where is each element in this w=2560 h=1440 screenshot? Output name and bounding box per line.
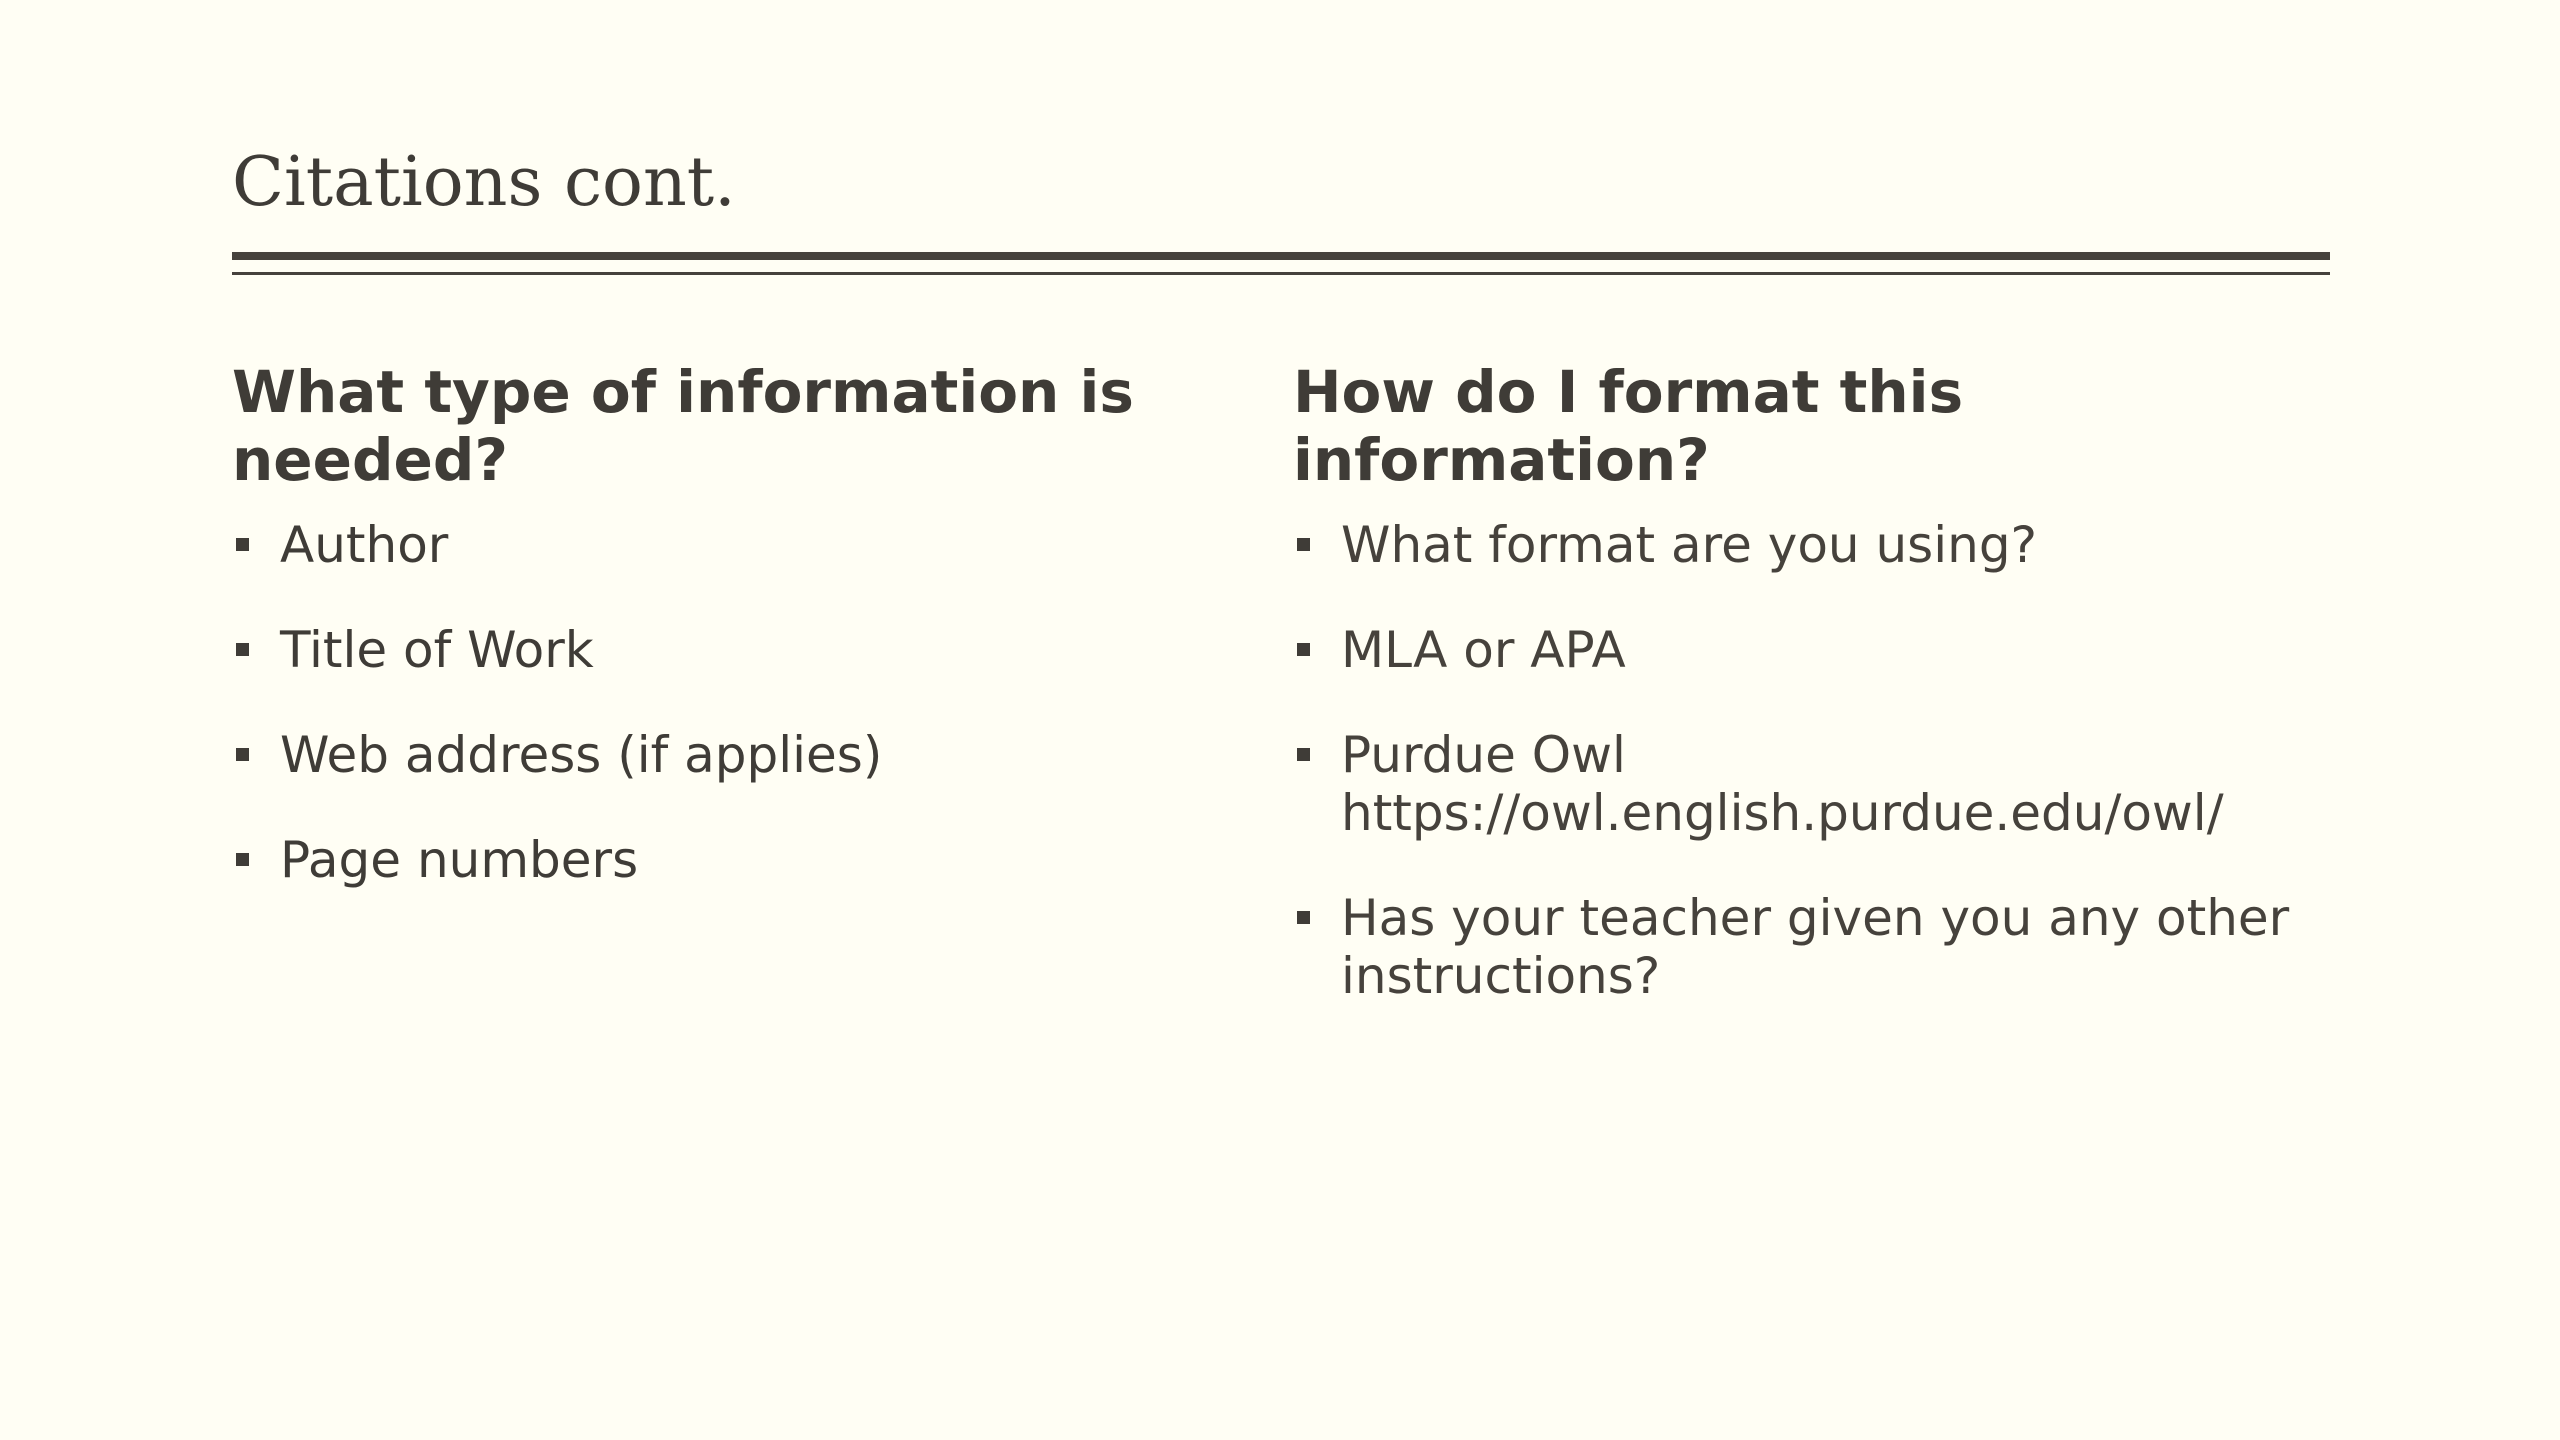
square-bullet-icon bbox=[1297, 911, 1310, 924]
list-item bbox=[1293, 516, 2353, 574]
right-column-heading-text: How do I format this information? bbox=[1293, 358, 1964, 494]
list-item-text: What format are you using? bbox=[1341, 516, 2038, 574]
list-item-text: Has your teacher given you any other instructions? bbox=[1341, 889, 2290, 1005]
list-item-text: Web address (if applies) bbox=[280, 726, 883, 784]
list-item bbox=[232, 726, 1212, 784]
list-item-text: Author bbox=[280, 516, 449, 574]
list-item-text: Title of Work bbox=[280, 621, 594, 679]
left-column bbox=[232, 356, 1212, 889]
list-item-text: Purdue Owl https://owl.english.purdue.edu/owl/ bbox=[1341, 726, 2224, 842]
list-item bbox=[232, 516, 1212, 574]
left-column-heading bbox=[232, 356, 1212, 494]
list-item bbox=[1293, 621, 2353, 679]
title-rule-thin bbox=[232, 272, 2330, 275]
right-bullet-list bbox=[1293, 516, 2353, 1005]
list-item bbox=[1293, 726, 2353, 842]
square-bullet-icon bbox=[236, 643, 249, 656]
square-bullet-icon bbox=[1297, 538, 1310, 551]
square-bullet-icon bbox=[1297, 748, 1310, 761]
left-column-heading-text: What type of information is needed? bbox=[232, 358, 1134, 494]
left-bullet-list bbox=[232, 516, 1212, 889]
square-bullet-icon bbox=[236, 853, 249, 866]
square-bullet-icon bbox=[236, 538, 249, 551]
list-item-text: Page numbers bbox=[280, 831, 639, 889]
list-item-text: MLA or APA bbox=[1341, 621, 1626, 679]
square-bullet-icon bbox=[236, 748, 249, 761]
list-item bbox=[1293, 889, 2353, 1005]
list-item bbox=[232, 621, 1212, 679]
square-bullet-icon bbox=[1297, 643, 1310, 656]
right-column bbox=[1293, 356, 2353, 1005]
right-column-heading bbox=[1293, 356, 2353, 494]
list-item bbox=[232, 831, 1212, 889]
title-rule-thick bbox=[232, 252, 2330, 260]
slide-title: Citations cont. bbox=[232, 143, 736, 222]
